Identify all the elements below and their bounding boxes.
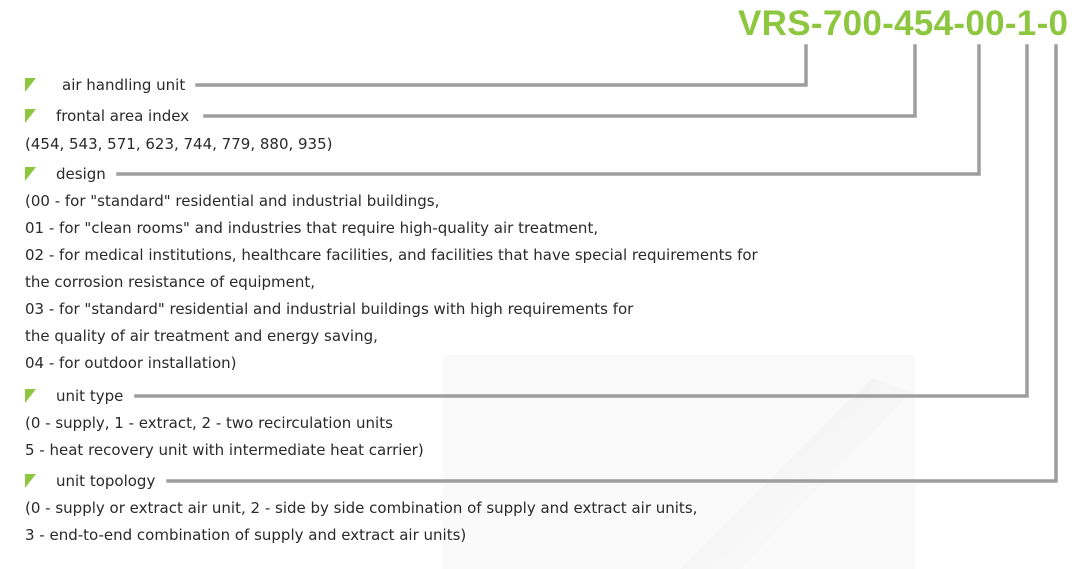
- detail-line: the corrosion resistance of equipment,: [25, 273, 316, 291]
- item-label: unit topology: [56, 472, 156, 490]
- item-unit-type: [25, 387, 123, 405]
- detail-line: 02 - for medical institutions, healthcare facilities, and facilities that have special requirements for: [25, 246, 758, 264]
- triangle-bullet-icon: [25, 389, 36, 403]
- detail-line: 01 - for "clean rooms" and industries that require high-quality air treatment,: [25, 219, 599, 237]
- connector-air-handling-unit: [197, 46, 806, 85]
- detail-line: the quality of air treatment and energy saving,: [25, 327, 378, 345]
- item-label: unit type: [56, 387, 124, 405]
- detail-line: (0 - supply or extract air unit, 2 - side by side combination of supply and extract air units,: [25, 499, 698, 517]
- detail-line: 5 - heat recovery unit with intermediate heat carrier): [25, 441, 424, 459]
- detail-line: (0 - supply, 1 - extract, 2 - two recirculation units: [25, 414, 393, 432]
- detail-line: 3 - end-to-end combination of supply and extract air units): [25, 526, 467, 544]
- triangle-bullet-icon: [25, 167, 36, 181]
- item-label: frontal area index: [56, 107, 190, 125]
- detail-line: 03 - for "standard" residential and industrial buildings with high requirements for: [25, 300, 634, 318]
- item-unit-topology: [25, 472, 155, 490]
- triangle-bullet-icon: [25, 109, 36, 123]
- item-label: design: [56, 165, 106, 183]
- detail-line: 04 - for outdoor installation): [25, 354, 237, 372]
- detail-line: (454, 543, 571, 623, 744, 779, 880, 935): [25, 135, 333, 153]
- triangle-bullet-icon: [25, 474, 36, 488]
- watermark-panel: [443, 355, 915, 569]
- item-label: air handling unit: [62, 76, 186, 94]
- connector-design: [118, 46, 979, 174]
- item-frontal-area-index: [25, 107, 189, 125]
- item-air-handling-unit: [25, 76, 185, 94]
- item-design: [25, 165, 106, 183]
- connector-frontal-area-index: [205, 46, 915, 116]
- model-code: VRS-700-454-00-1-0: [738, 4, 1069, 43]
- triangle-bullet-icon: [25, 78, 36, 92]
- detail-line: (00 - for "standard" residential and industrial buildings,: [25, 192, 440, 210]
